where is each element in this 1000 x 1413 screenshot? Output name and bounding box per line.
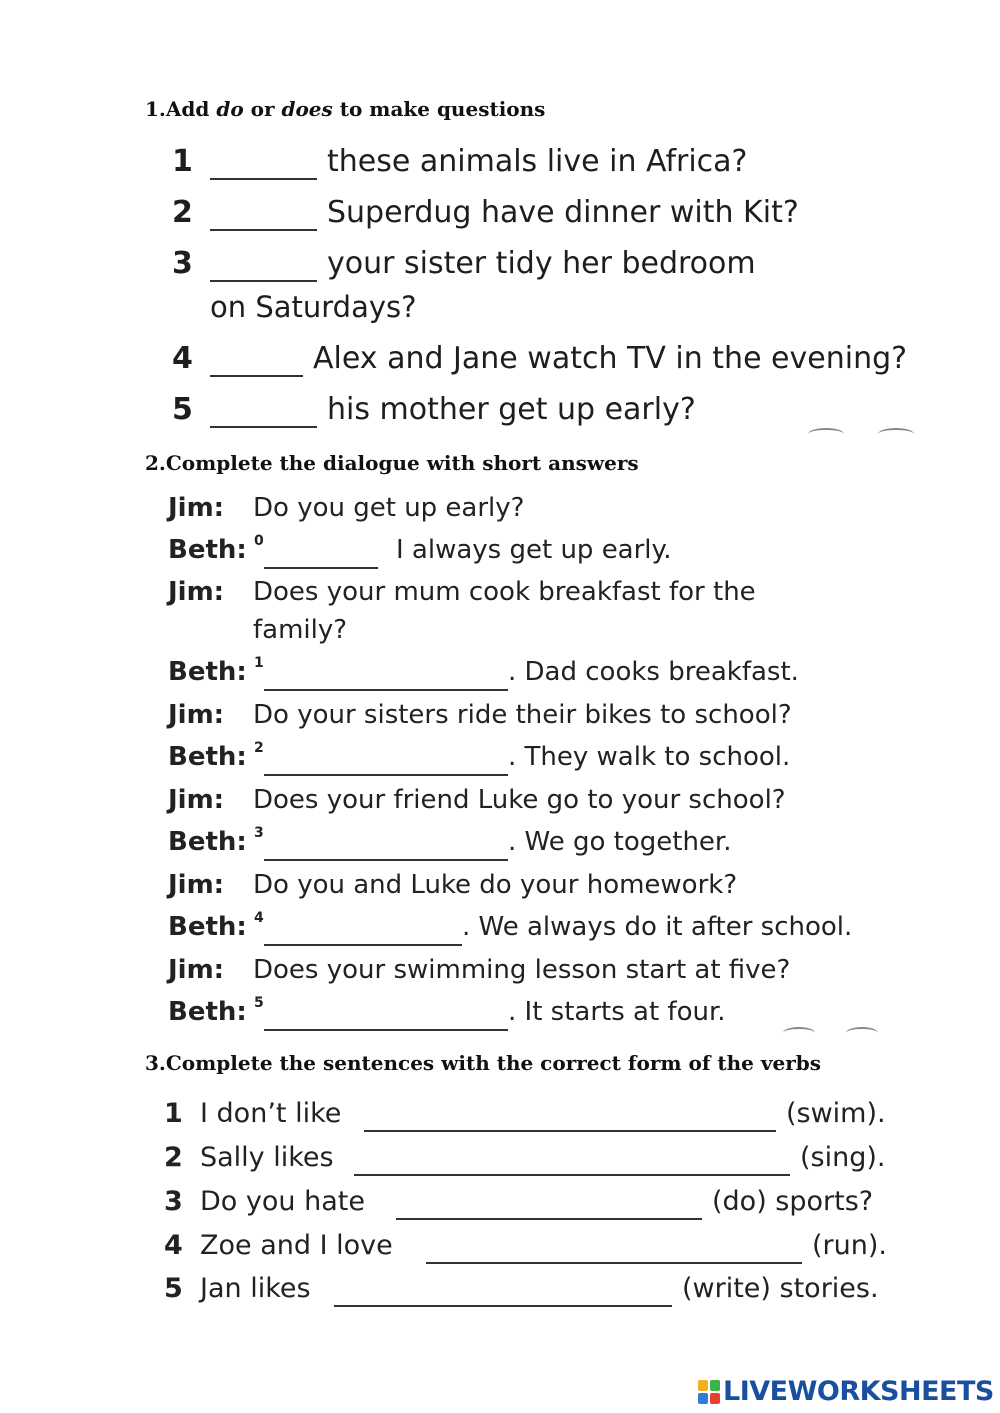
answer-blank-d1[interactable] xyxy=(264,663,508,691)
answer-blank-2[interactable] xyxy=(210,203,317,231)
answer-blank-1[interactable] xyxy=(210,152,317,180)
decorative-arc xyxy=(783,1027,815,1039)
answer-blank-d2[interactable] xyxy=(264,748,508,776)
answer-blank-3[interactable] xyxy=(210,254,317,282)
answer-blank-4[interactable] xyxy=(210,349,303,377)
decorative-arc xyxy=(878,428,914,440)
answer-blank-d5[interactable] xyxy=(264,1003,508,1031)
liveworksheets-logo-icon xyxy=(698,1380,720,1404)
answer-blank-s3-1[interactable] xyxy=(364,1104,776,1132)
section1-title: 1.Add do or does to make questions xyxy=(145,97,546,121)
decorative-arc xyxy=(846,1027,878,1039)
answer-blank-s3-4[interactable] xyxy=(426,1236,802,1264)
answer-blank-d4[interactable] xyxy=(264,918,462,946)
answer-blank-s3-3[interactable] xyxy=(396,1192,702,1220)
answer-blank-0[interactable] xyxy=(264,541,378,569)
logo-text: LIVEWORKSHEETS xyxy=(723,1376,994,1407)
answer-blank-5[interactable] xyxy=(210,400,317,428)
dialogue-line-cont: family? xyxy=(253,615,348,645)
decorative-arc xyxy=(808,428,844,440)
section3-title: 3.Complete the sentences with the correct form of the verbs xyxy=(145,1051,821,1075)
answer-blank-s3-2[interactable] xyxy=(354,1148,790,1176)
section2-title: 2.Complete the dialogue with short answers xyxy=(145,451,639,475)
answer-blank-d3[interactable] xyxy=(264,833,508,861)
liveworksheets-logo xyxy=(698,1376,994,1407)
s1-item-3-cont: on Saturdays? xyxy=(210,290,417,324)
answer-blank-s3-5[interactable] xyxy=(334,1279,672,1307)
